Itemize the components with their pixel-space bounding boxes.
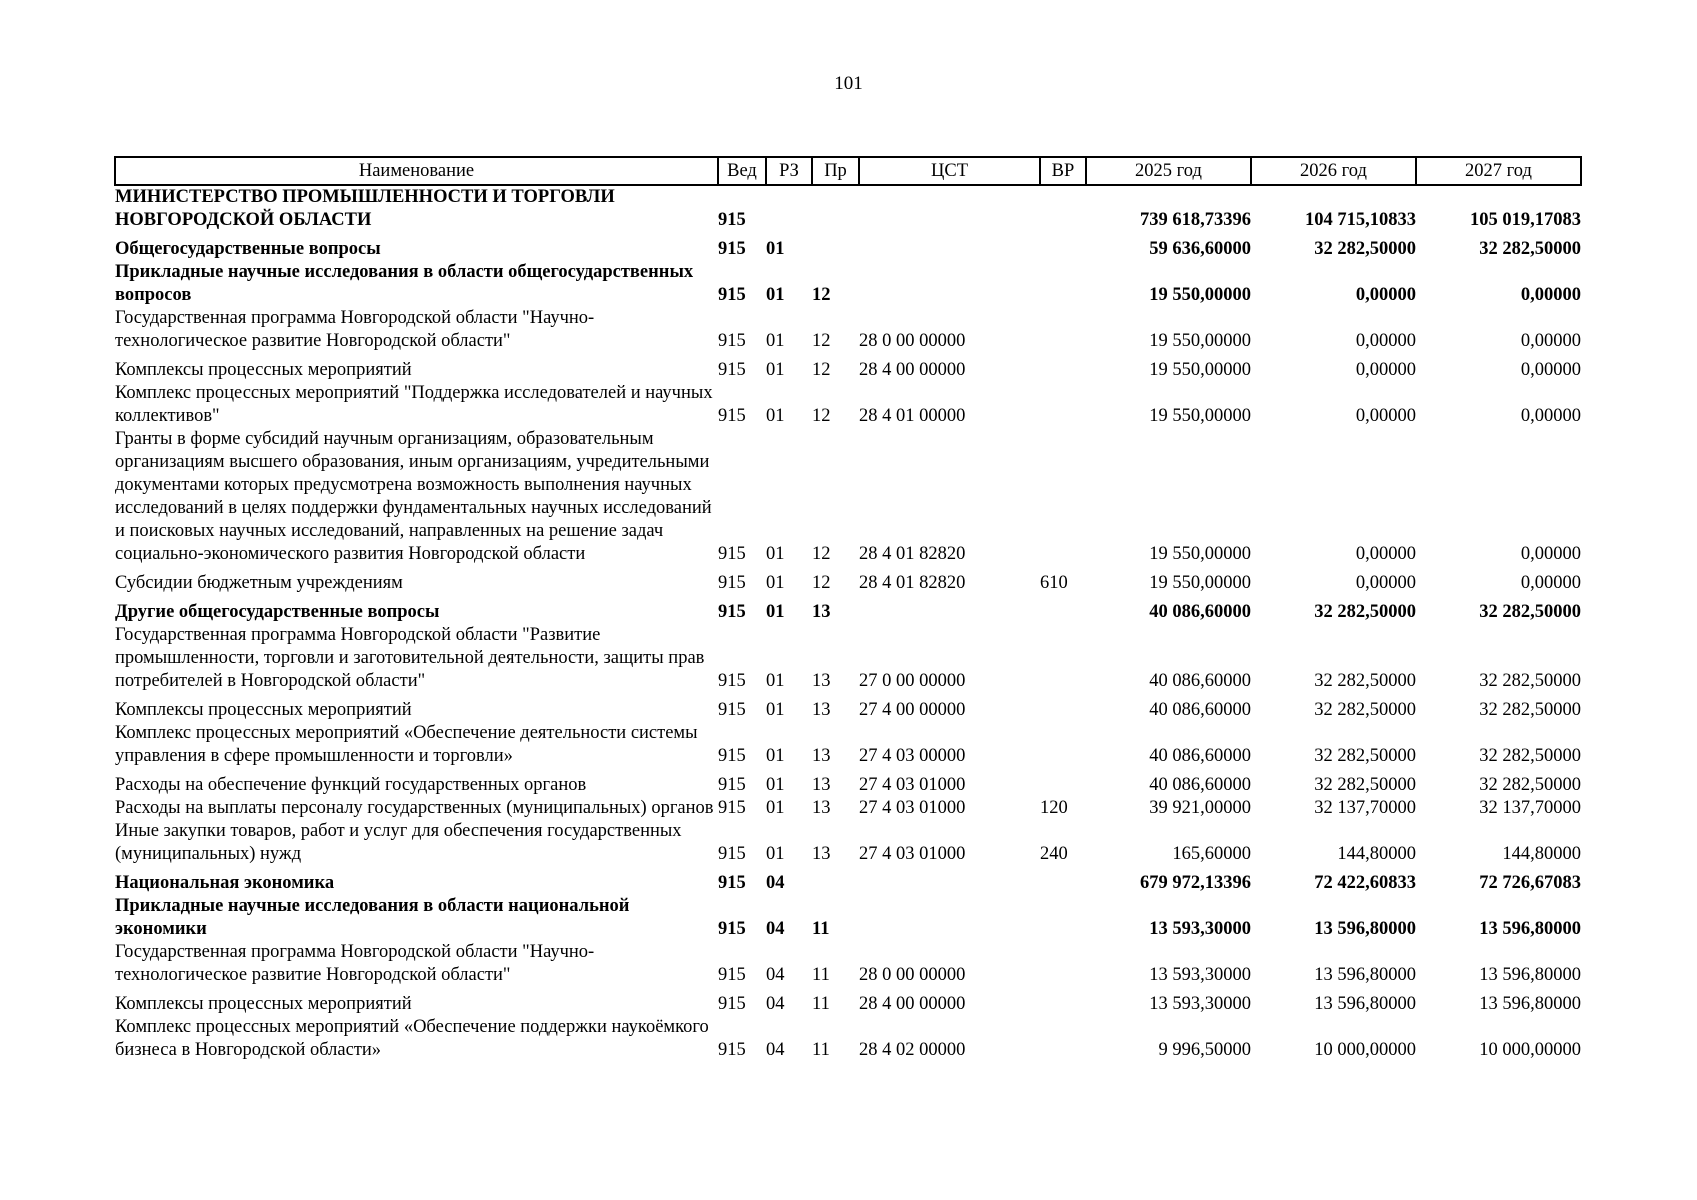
row-name: Комплекс процессных мероприятий "Поддержка исследователей и научных коллективов": [115, 383, 713, 426]
row-2025: 19 550,00000: [1149, 360, 1251, 380]
row-vr: [1040, 722, 1086, 768]
row-2026: 0,00000: [1355, 360, 1416, 380]
header-cst: ЦСТ: [859, 157, 1040, 185]
row-rz: 04: [766, 1040, 785, 1060]
row-2027: 0,00000: [1520, 360, 1581, 380]
row-2025: 13 593,30000: [1149, 965, 1251, 985]
row-name: Субсидии бюджетным учреждениям: [115, 573, 403, 593]
header-ved: Вед: [718, 157, 766, 185]
row-2025: 40 086,60000: [1149, 775, 1251, 795]
table-row: [115, 941, 1581, 987]
row-ved: 915: [718, 331, 746, 351]
header-vr: ВР: [1040, 157, 1086, 185]
row-2025: 679 972,13396: [1140, 873, 1251, 893]
table-row: [115, 693, 1581, 722]
row-name: Комплексы процессных мероприятий: [115, 360, 412, 380]
row-2027: 32 282,50000: [1479, 602, 1581, 622]
row-2025: 39 921,00000: [1149, 798, 1251, 818]
row-cst: 28 4 01 82820: [859, 544, 966, 564]
row-pr: 11: [812, 1040, 830, 1060]
row-ved: 915: [718, 210, 746, 230]
row-vr: [1040, 353, 1086, 382]
row-rz: 01: [766, 844, 785, 864]
row-pr: 11: [812, 919, 830, 939]
row-2025: 40 086,60000: [1149, 602, 1251, 622]
budget-table: [114, 156, 1582, 1062]
row-name: Прикладные научные исследования в области национальной экономики: [115, 896, 630, 939]
row-pr: 13: [812, 775, 831, 795]
row-2026: 32 282,50000: [1314, 671, 1416, 691]
row-pr: 11: [812, 994, 830, 1014]
row-pr: [812, 232, 859, 261]
row-2026: 13 596,80000: [1314, 919, 1416, 939]
row-vr: 240: [1040, 844, 1068, 864]
row-rz: 01: [766, 239, 785, 259]
row-cst: [859, 261, 1040, 307]
row-name: Расходы на выплаты персоналу государственных (муниципальных) органов: [115, 798, 714, 818]
row-pr: 12: [812, 331, 831, 351]
table-row: [115, 820, 1581, 866]
row-2026: 32 282,50000: [1314, 602, 1416, 622]
row-2026: 32 282,50000: [1314, 700, 1416, 720]
row-name: Расходы на обеспечение функций государственных органов: [115, 775, 587, 795]
row-name: Другие общегосударственные вопросы: [115, 602, 440, 622]
row-name: Государственная программа Новгородской области "Научно-технологическое развитие Новгородской области": [115, 308, 595, 351]
row-2025: 19 550,00000: [1149, 285, 1251, 305]
row-ved: 915: [718, 919, 746, 939]
row-cst: 28 0 00 00000: [859, 331, 966, 351]
row-ved: 915: [718, 544, 746, 564]
row-pr: 12: [812, 573, 831, 593]
row-pr: 13: [812, 798, 831, 818]
row-cst: 27 4 03 01000: [859, 775, 966, 795]
row-2026: 0,00000: [1355, 331, 1416, 351]
row-vr: [1040, 624, 1086, 693]
table-row: [115, 307, 1581, 353]
row-rz: 04: [766, 873, 785, 893]
table-header-row: [115, 157, 1581, 185]
row-2025: 9 996,50000: [1158, 1040, 1251, 1060]
row-rz: 04: [766, 919, 785, 939]
row-2026: 72 422,60833: [1314, 873, 1416, 893]
row-rz: 01: [766, 746, 785, 766]
row-rz: 01: [766, 602, 785, 622]
row-ved: 915: [718, 671, 746, 691]
row-pr: 11: [812, 965, 830, 985]
row-2026: 13 596,80000: [1314, 965, 1416, 985]
header-2025: 2025 год: [1086, 157, 1251, 185]
row-vr: [1040, 866, 1086, 895]
row-rz: 01: [766, 798, 785, 818]
row-vr: [1040, 895, 1086, 941]
table-row: [115, 987, 1581, 1016]
row-vr: [1040, 693, 1086, 722]
row-2027: 0,00000: [1520, 331, 1581, 351]
row-cst: 27 4 03 00000: [859, 746, 966, 766]
table-row: [115, 866, 1581, 895]
row-pr: 12: [812, 360, 831, 380]
row-name: Прикладные научные исследования в области общегосударственных вопросов: [115, 262, 694, 305]
row-rz: 01: [766, 406, 785, 426]
header-rz: РЗ: [766, 157, 812, 185]
row-rz: 01: [766, 700, 785, 720]
row-2027: 0,00000: [1520, 285, 1581, 305]
row-2025: 19 550,00000: [1149, 331, 1251, 351]
row-cst: [859, 185, 1040, 232]
row-2027: 32 282,50000: [1479, 239, 1581, 259]
row-name: Государственная программа Новгородской области "Научно-технологическое развитие Новгородской области": [115, 942, 595, 985]
row-2027: 0,00000: [1520, 406, 1581, 426]
row-2025: 40 086,60000: [1149, 700, 1251, 720]
row-cst: 27 4 03 01000: [859, 798, 966, 818]
row-ved: 915: [718, 873, 746, 893]
row-vr: [1040, 307, 1086, 353]
row-2026: 10 000,00000: [1314, 1040, 1416, 1060]
table-row: [115, 768, 1581, 797]
row-ved: 915: [718, 965, 746, 985]
row-2025: 40 086,60000: [1149, 671, 1251, 691]
table-row: [115, 185, 1581, 232]
row-2027: 105 019,17083: [1470, 210, 1581, 230]
row-2026: 0,00000: [1355, 285, 1416, 305]
row-ved: 915: [718, 602, 746, 622]
row-ved: 915: [718, 239, 746, 259]
table-row: [115, 595, 1581, 624]
row-2027: 0,00000: [1520, 573, 1581, 593]
table-row: [115, 261, 1581, 307]
table-row: [115, 1016, 1581, 1062]
row-2027: 72 726,67083: [1479, 873, 1581, 893]
row-ved: 915: [718, 994, 746, 1014]
table-row: [115, 232, 1581, 261]
table-row: [115, 353, 1581, 382]
row-2025: 40 086,60000: [1149, 746, 1251, 766]
row-2025: 165,60000: [1172, 844, 1251, 864]
row-pr: 12: [812, 406, 831, 426]
row-name: Комплекс процессных мероприятий «Обеспечение поддержки наукоёмкого бизнеса в Новгородской области»: [115, 1017, 709, 1060]
row-pr: 13: [812, 746, 831, 766]
row-rz: 04: [766, 994, 785, 1014]
row-ved: 915: [718, 1040, 746, 1060]
row-ved: 915: [718, 844, 746, 864]
row-2025: 13 593,30000: [1149, 994, 1251, 1014]
row-2025: 19 550,00000: [1149, 544, 1251, 564]
row-ved: 915: [718, 700, 746, 720]
row-ved: 915: [718, 360, 746, 380]
row-ved: 915: [718, 285, 746, 305]
row-2026: 13 596,80000: [1314, 994, 1416, 1014]
row-2026: 32 137,70000: [1314, 798, 1416, 818]
row-2026: 0,00000: [1355, 406, 1416, 426]
row-2027: 32 137,70000: [1479, 798, 1581, 818]
row-name: Национальная экономика: [115, 873, 335, 893]
header-pr: Пр: [812, 157, 859, 185]
row-2026: 0,00000: [1355, 573, 1416, 593]
row-vr: 610: [1040, 573, 1068, 593]
row-rz: 01: [766, 285, 785, 305]
row-name: Комплексы процессных мероприятий: [115, 700, 412, 720]
row-name: Комплексы процессных мероприятий: [115, 994, 412, 1014]
row-vr: [1040, 768, 1086, 797]
row-cst: 27 0 00 00000: [859, 671, 966, 691]
table-row: [115, 624, 1581, 693]
row-rz: 01: [766, 671, 785, 691]
row-rz: 01: [766, 331, 785, 351]
row-2026: 104 715,10833: [1305, 210, 1416, 230]
row-cst: 28 4 00 00000: [859, 994, 966, 1014]
table-row: [115, 797, 1581, 820]
row-2025: 739 618,73396: [1140, 210, 1251, 230]
header-2026: 2026 год: [1251, 157, 1416, 185]
row-rz: 01: [766, 775, 785, 795]
row-vr: [1040, 232, 1086, 261]
page-number: 101: [834, 73, 863, 94]
row-2025: 59 636,60000: [1149, 239, 1251, 259]
row-rz: [766, 185, 812, 232]
row-2027: 0,00000: [1520, 544, 1581, 564]
row-pr: 12: [812, 285, 831, 305]
table-row: [115, 722, 1581, 768]
row-2027: 13 596,80000: [1479, 965, 1581, 985]
row-cst: 27 4 03 01000: [859, 844, 966, 864]
row-2027: 32 282,50000: [1479, 700, 1581, 720]
row-2027: 32 282,50000: [1479, 746, 1581, 766]
row-cst: 28 4 01 00000: [859, 406, 966, 426]
row-2027: 10 000,00000: [1479, 1040, 1581, 1060]
row-ved: 915: [718, 798, 746, 818]
row-2025: 13 593,30000: [1149, 919, 1251, 939]
row-vr: [1040, 595, 1086, 624]
row-rz: 01: [766, 573, 785, 593]
row-cst: 28 4 00 00000: [859, 360, 966, 380]
row-2026: 0,00000: [1355, 544, 1416, 564]
table-row: [115, 566, 1581, 595]
row-pr: 13: [812, 671, 831, 691]
row-cst: 28 4 01 82820: [859, 573, 966, 593]
row-name: МИНИСТЕРСТВО ПРОМЫШЛЕННОСТИ И ТОРГОВЛИ НОВГОРОДСКОЙ ОБЛАСТИ: [115, 187, 615, 230]
row-2027: 32 282,50000: [1479, 671, 1581, 691]
header-2027: 2027 год: [1416, 157, 1581, 185]
row-2026: 32 282,50000: [1314, 746, 1416, 766]
row-pr: 13: [812, 700, 831, 720]
header-name: Наименование: [115, 157, 718, 185]
row-name: Общегосударственные вопросы: [115, 239, 381, 259]
row-2027: 13 596,80000: [1479, 919, 1581, 939]
row-2027: 13 596,80000: [1479, 994, 1581, 1014]
row-cst: [859, 595, 1040, 624]
table-body: [115, 185, 1581, 1062]
row-vr: [1040, 1016, 1086, 1062]
row-name: Комплекс процессных мероприятий «Обеспечение деятельности системы управления в сфере промышленности и торговли»: [115, 723, 698, 766]
row-vr: [1040, 185, 1086, 232]
row-vr: [1040, 941, 1086, 987]
row-rz: 04: [766, 965, 785, 985]
row-ved: 915: [718, 573, 746, 593]
row-pr: [812, 185, 859, 232]
row-ved: 915: [718, 746, 746, 766]
row-cst: [859, 232, 1040, 261]
row-vr: [1040, 428, 1086, 566]
row-cst: [859, 895, 1040, 941]
row-cst: [859, 866, 1040, 895]
row-rz: 01: [766, 544, 785, 564]
row-vr: [1040, 987, 1086, 1016]
row-ved: 915: [718, 775, 746, 795]
row-vr: [1040, 382, 1086, 428]
row-2027: 144,80000: [1502, 844, 1581, 864]
row-rz: 01: [766, 360, 785, 380]
row-2025: 19 550,00000: [1149, 406, 1251, 426]
row-pr: 12: [812, 544, 831, 564]
row-name: Иные закупки товаров, работ и услуг для обеспечения государственных (муниципальных) нужд: [115, 821, 682, 864]
row-2027: 32 282,50000: [1479, 775, 1581, 795]
table-row: [115, 428, 1581, 566]
row-cst: 28 0 00 00000: [859, 965, 966, 985]
row-2025: 19 550,00000: [1149, 573, 1251, 593]
row-name: Гранты в форме субсидий научным организациям, образовательным организациям высшего образования, иным организациям, учредительными документами которых предусмотрена возможность выполнения научных исследований в целях поддержки фундаментальных научных исследований и поисковых научных исследований, направленных на решение задач социально-экономического развития Новгородской области: [115, 429, 712, 564]
row-cst: 27 4 00 00000: [859, 700, 966, 720]
row-name: Государственная программа Новгородской области "Развитие промышленности, торговли и заготовительной деятельности, защиты прав потребителей в Новгородской области": [115, 625, 705, 691]
table-row: [115, 382, 1581, 428]
row-pr: 13: [812, 602, 831, 622]
row-2026: 32 282,50000: [1314, 775, 1416, 795]
row-vr: [1040, 261, 1086, 307]
row-2026: 32 282,50000: [1314, 239, 1416, 259]
row-pr: [812, 866, 859, 895]
table-row: [115, 895, 1581, 941]
row-ved: 915: [718, 406, 746, 426]
row-cst: 28 4 02 00000: [859, 1040, 966, 1060]
row-2026: 144,80000: [1337, 844, 1416, 864]
row-pr: 13: [812, 844, 831, 864]
row-vr: 120: [1040, 798, 1068, 818]
